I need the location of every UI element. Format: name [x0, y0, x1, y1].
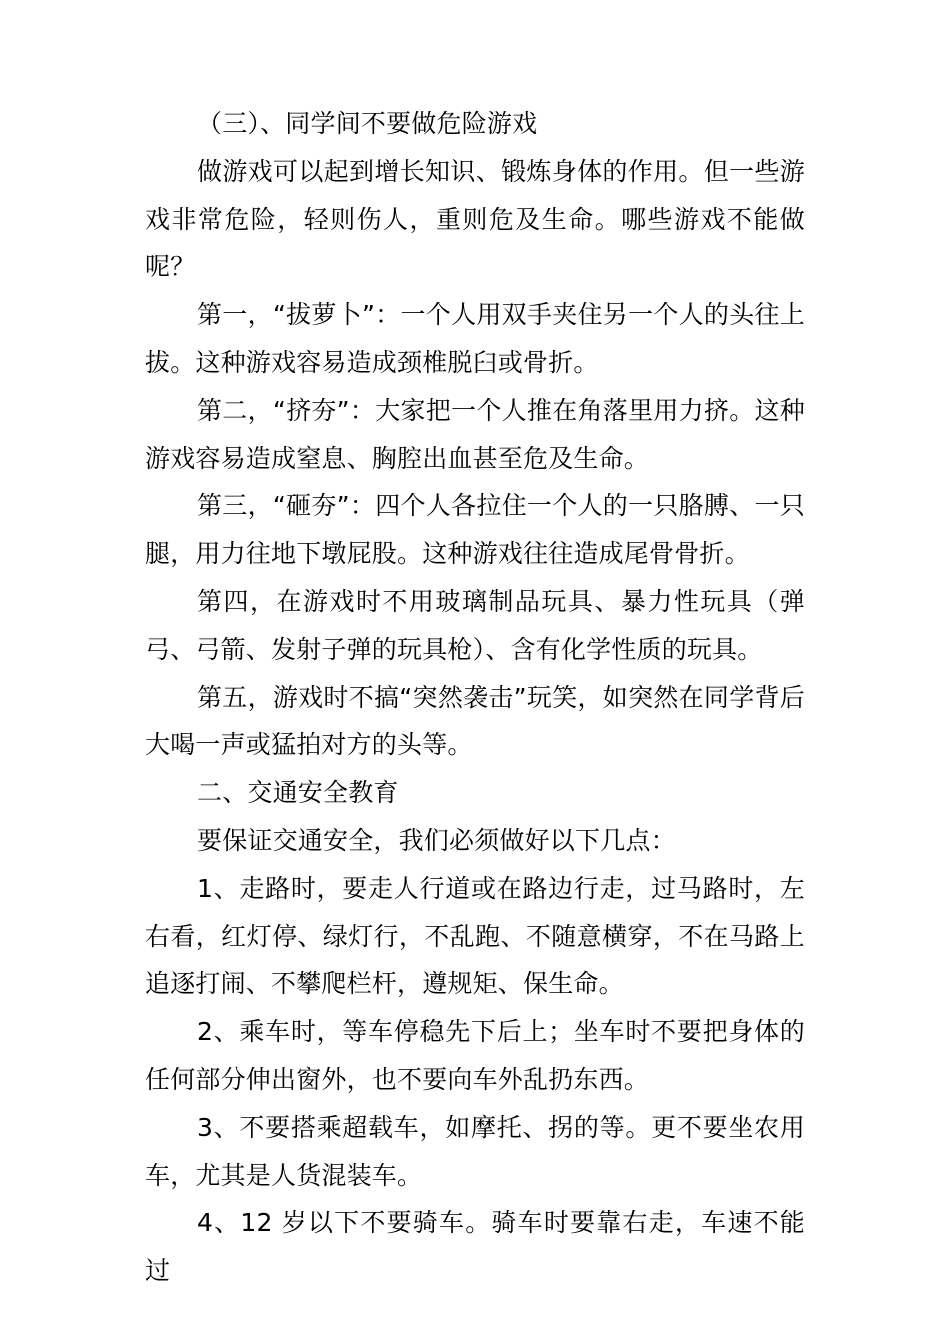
document-body [145, 100, 805, 1295]
paragraph-traffic-2: 2、乘车时，等车停稳先下后上；坐车时不要把身体的任何部分伸出窗外，也不要向车外乱扔东西。 [145, 1017, 805, 1094]
paragraph-game-4: 第四，在游戏时不用玻璃制品玩具、暴力性玩具（弹弓、弓箭、发射子弹的玩具枪）、含有化学性质的玩具。 [145, 586, 805, 664]
paragraph-traffic-intro: 要保证交通安全，我们必须做好以下几点： [197, 825, 676, 855]
section-heading-games: （三）、同学间不要做危险游戏 [197, 109, 538, 138]
paragraph-traffic-4: 4、12 岁以下不要骑车。骑车时要靠右走，车速不能过 [145, 1208, 805, 1286]
paragraph-traffic-3: 3、不要搭乘超载车，如摩托、拐的等。更不要坐农用车，尤其是人货混装车。 [145, 1112, 805, 1190]
section-heading-traffic: 二、交通安全教育 [197, 778, 399, 808]
paragraph-game-5: 第五，游戏时不搞“突然袭击”玩笑，如突然在同学背后大喝一声或猛拍对方的头等。 [145, 682, 805, 760]
paragraph-game-3: 第三，“砸夯”：四个人各拉住一个人的一只胳膊、一只腿，用力往地下墩屁股。这种游戏往往造成尾骨骨折。 [145, 491, 805, 569]
paragraph-game-2: 第二，“挤夯”：大家把一个人推在角落里用力挤。这种游戏容易造成窒息、胸腔出血甚至危及生命。 [145, 395, 805, 473]
paragraph-game-1: 第一，“拔萝卜”：一个人用双手夹住另一个人的头往上拔。这种游戏容易造成颈椎脱臼或骨折。 [145, 300, 805, 377]
paragraph-intro-games: 做游戏可以起到增长知识、锻炼身体的作用。但一些游戏非常危险，轻则伤人，重则危及生命。哪些游戏不能做呢？ [145, 156, 805, 282]
paragraph-traffic-1: 1、走路时，要走人行道或在路边行走，过马路时，左右看，红灯停、绿灯行，不乱跑、不随意横穿，不在马路上追逐打闹、不攀爬栏杆，遵规矩、保生命。 [145, 873, 805, 999]
